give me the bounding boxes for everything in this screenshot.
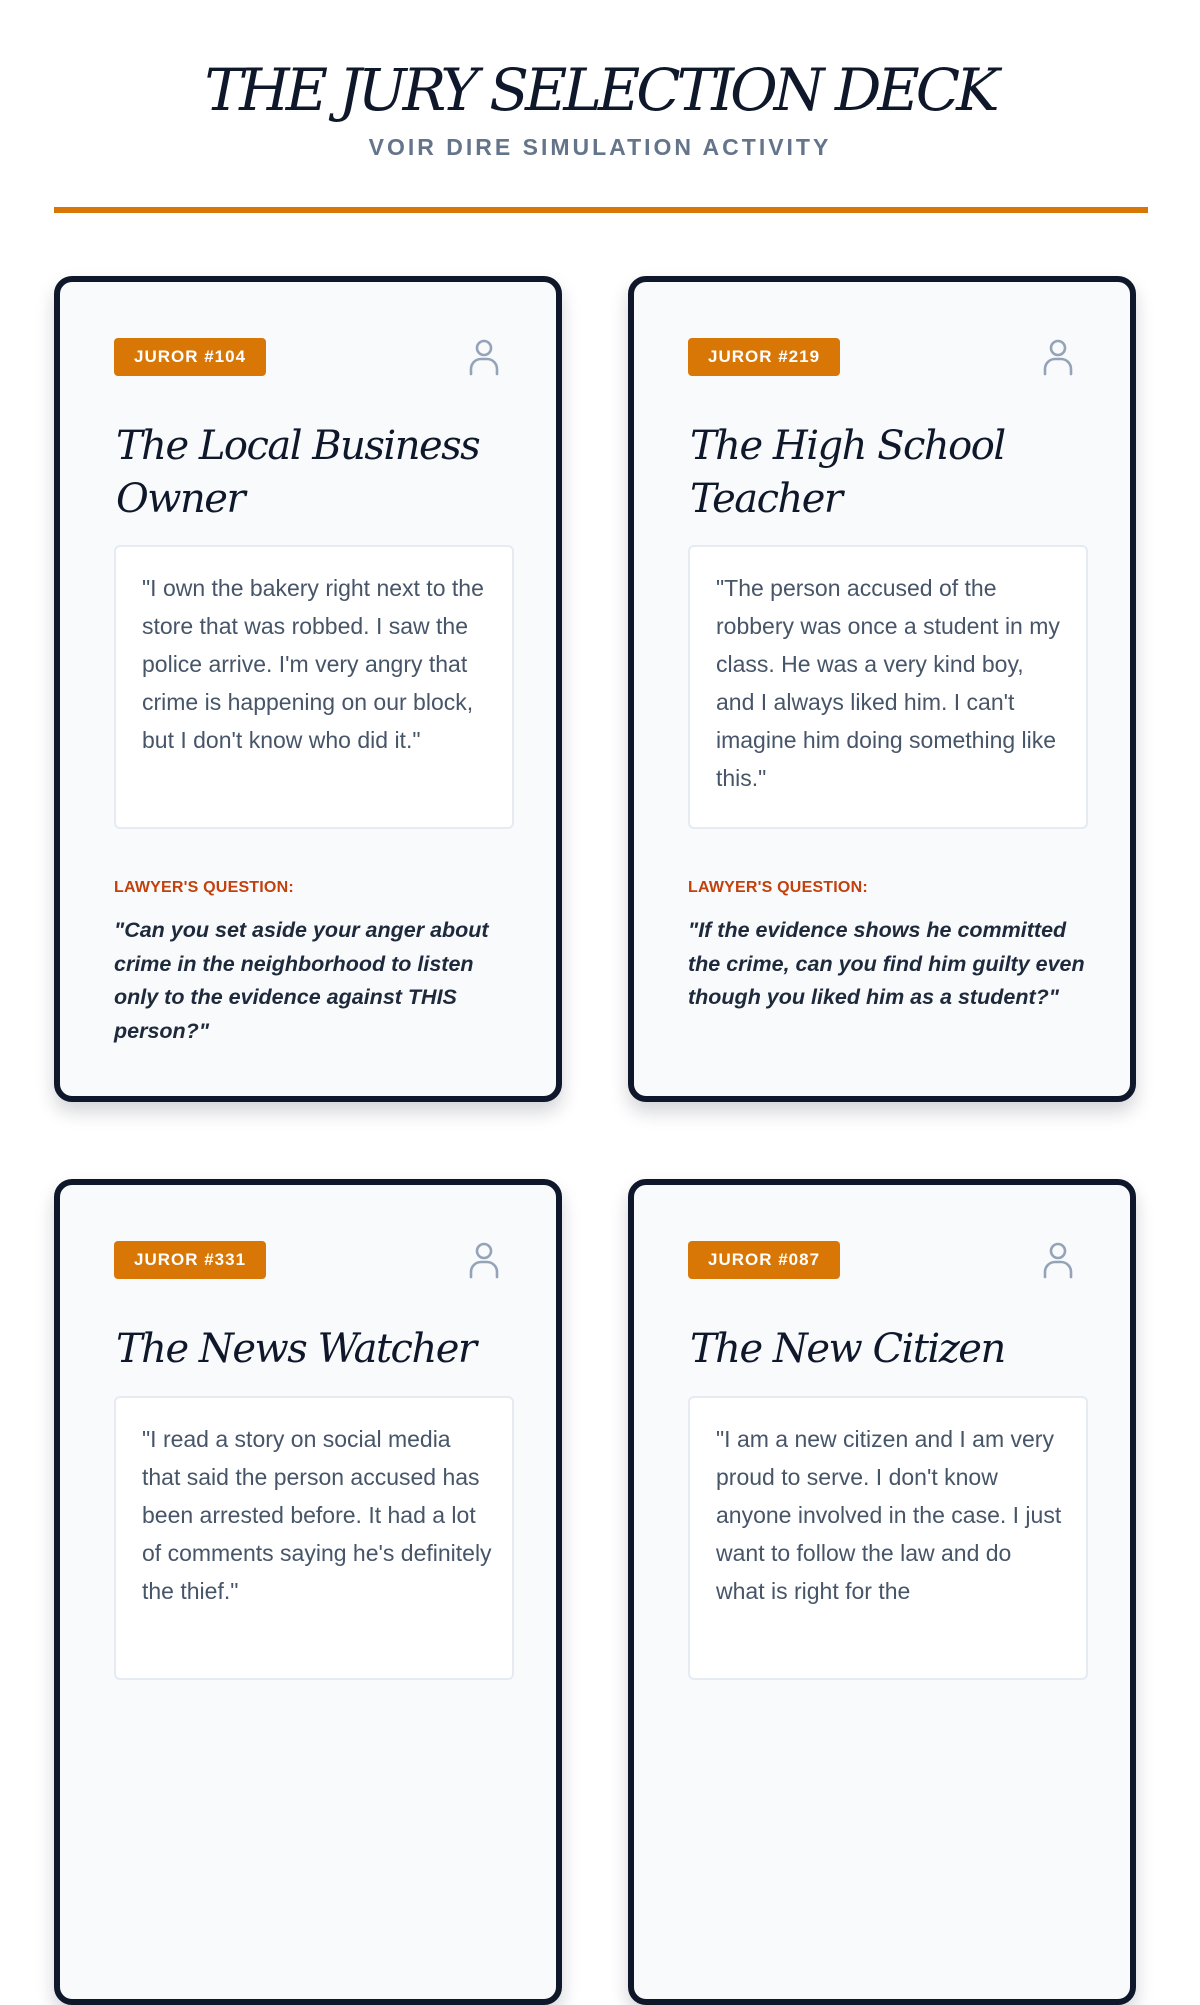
page-title: THE JURY SELECTION DECK <box>204 56 996 124</box>
juror-statement: "The person accused of the robbery was once a student in my class. He was a very kind boy, and I always liked him. I can't imagine him doing something like this." <box>716 575 1060 791</box>
juror-statement-box <box>688 545 1088 829</box>
juror-statement: "I read a story on social media that said the person accused has been arrested before. It had a lot of comments saying he's definitely the thief." <box>142 1426 492 1604</box>
juror-badge: JUROR #087 <box>688 1241 840 1279</box>
user-icon <box>468 338 500 376</box>
juror-statement-box <box>114 545 514 829</box>
user-icon <box>1042 1241 1074 1279</box>
lawyer-question-label: LAWYER'S QUESTION: <box>114 879 294 896</box>
juror-card <box>628 276 1136 1102</box>
juror-card <box>628 1179 1136 2005</box>
juror-statement-box <box>114 1396 514 1680</box>
juror-statement-box <box>688 1396 1088 1680</box>
juror-title: The News Watcher <box>116 1326 476 1372</box>
user-icon <box>468 1241 500 1279</box>
lawyer-question-label: LAWYER'S QUESTION: <box>688 879 868 896</box>
page-subtitle: VOIR DIRE SIMULATION ACTIVITY <box>368 134 832 160</box>
lawyer-question: "Can you set aside your anger about crime in the neighborhood to listen only to the evidence against THIS person?" <box>114 918 489 1043</box>
juror-title: The Local Business Owner <box>116 423 480 522</box>
juror-badge: JUROR #219 <box>688 338 840 376</box>
juror-card <box>54 1179 562 2005</box>
juror-badge: JUROR #104 <box>114 338 266 376</box>
juror-card <box>54 276 562 1102</box>
lawyer-question: "If the evidence shows he committed the crime, can you find him guilty even though you liked him as a student?" <box>688 918 1085 1009</box>
header-divider <box>54 207 1148 213</box>
juror-title: The New Citizen <box>690 1326 1005 1372</box>
juror-statement: "I am a new citizen and I am very proud to serve. I don't know anyone involved in the case. I just want to follow the law and do what is right for the <box>716 1426 1062 1604</box>
user-icon <box>1042 338 1074 376</box>
juror-statement: "I own the bakery right next to the store that was robbed. I saw the police arrive. I'm very angry that crime is happening on our block, but I don't know who did it." <box>142 575 484 753</box>
juror-badge: JUROR #331 <box>114 1241 266 1279</box>
juror-title: The High School Teacher <box>690 423 1005 522</box>
